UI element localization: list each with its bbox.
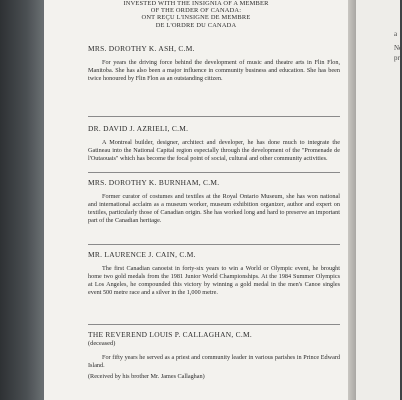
honouree-entry-callaghan	[88, 330, 340, 381]
document-page	[44, 0, 348, 400]
citation-text: Former curator of costumes and textiles at the Royal Ontario Museum, she has won national and international acclaim as a museum worker, museum exhibition organizer, author and expert on textiles, particularly those of Canadian origin. She has worked long and hard to preserve an important part of the Canadian heritage.	[88, 193, 340, 224]
honouree-name: MRS. DOROTHY K. BURNHAM, C.M.	[88, 178, 220, 187]
honouree-name: MR. LAURENCE J. CAIN, C.M.	[88, 250, 196, 259]
adjacent-page-text: pr	[394, 54, 400, 62]
received-by-note: (Received by his brother Mr. James Callaghan)	[88, 372, 205, 380]
header-line: OF THE ORDER OF CANADA:	[150, 7, 242, 15]
section-divider	[88, 324, 340, 325]
citation-text: The first Canadian canoeist in forty-six years to win a World or Olympic event, he brought home two gold medals from the 1981 Junior World Championships. At the 1984 Summer Olympics at Los Angeles, he compounded this victory by winning a gold medal in the men's Canoe singles event 500 metre race and a silver in the 1,000 metre.	[88, 265, 340, 296]
adjacent-page-text: Ne	[394, 44, 402, 52]
page-gutter	[348, 0, 356, 400]
citation-text: For years the driving force behind the development of music and theatre arts in Flin Flon, Manitoba. She has also been a major influence in community business and education. She has been twice honoured by Flin Flon as an outstanding citizen.	[88, 59, 340, 82]
honouree-entry-ash	[88, 44, 340, 83]
honouree-entry-azrieli	[88, 124, 340, 163]
honouree-name: MRS. DOROTHY K. ASH, C.M.	[88, 44, 195, 53]
header-line: DE L'ORDRE DU CANADA	[155, 21, 237, 29]
honouree-entry-cain	[88, 250, 340, 297]
adjacent-page	[356, 0, 400, 400]
citation-text: For fifty years he served as a priest and community leader in various parishes in Prince Edward Island.	[88, 354, 340, 369]
header-line: INVESTED WITH THE INSIGNIA OF A MEMBER	[123, 0, 269, 7]
scan-background-edge	[0, 0, 44, 400]
section-divider	[88, 244, 340, 245]
honouree-entry-burnham	[88, 178, 340, 225]
honouree-name: DR. DAVID J. AZRIELI, C.M.	[88, 124, 189, 133]
citation-text: A Montreal builder, designer, architect and developer, he has done much to integrate the Gatineau into the National Capital region especially through the development of the "Promenade de l'Outaouais" which has become the focal point of social, cultural and other community activities.	[88, 139, 340, 162]
honouree-name: THE REVEREND LOUIS P. CALLAGHAN, C.M.	[88, 330, 253, 339]
section-divider	[88, 172, 340, 173]
adjacent-page-text: a	[394, 30, 398, 38]
honouree-status: (deceased)	[88, 340, 116, 347]
page-header	[44, 0, 348, 29]
section-divider	[88, 116, 340, 117]
header-line: ONT REÇU L'INSIGNE DE MEMBRE	[141, 14, 251, 22]
